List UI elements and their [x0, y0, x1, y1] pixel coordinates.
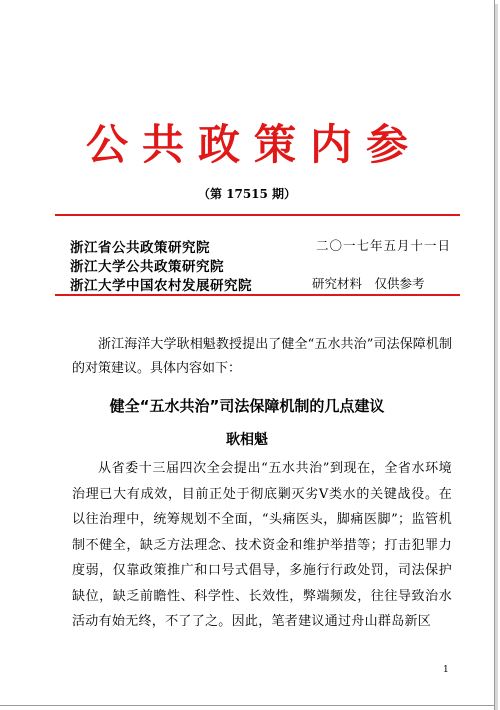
org-line-1: 浙江省公共政策研究院 — [70, 240, 210, 256]
page-number: 1 — [443, 665, 449, 675]
body-paragraph: 从省委十三届四次全会提出“五水共治”到现在，全省水环境治理已大有成效，目前正处于彻底剿灭劣Ⅴ类水的关键战役。在以往治理中，统筹规划不全面，“头痛医头，脚痛医脚”；监管机制不健全，缺乏方法理念、技术资金和维护举措等；打击犯罪力度弱，仅靠政策推广和口号式倡导，多施行行政处罚，司法保护缺位，缺乏前瞻性、科学性、长效性，弊端频发，往往导致治水活动有始无终，不了了之。因此，笔者建议通过舟山群岛新区 — [72, 461, 452, 629]
issue-number: （第 17515 期） — [197, 187, 297, 201]
org-line-3: 浙江大学中国农村发展研究院 — [70, 278, 252, 294]
article-author: 耿相魁 — [226, 432, 268, 448]
issue-date: 二〇一七年五月十一日 — [316, 238, 452, 253]
page-shadow — [495, 4, 498, 710]
page-edge-bottom — [0, 705, 495, 706]
org-line-2: 浙江大学公共政策研究院 — [70, 259, 224, 275]
red-rule-bottom — [55, 294, 460, 296]
reference-note: 研究材料 仅供参考 — [312, 276, 425, 291]
masthead-title: 公共政策内参 — [85, 120, 422, 169]
page-edge-right — [494, 0, 495, 710]
article-title: 健全“五水共治”司法保障机制的几点建议 — [109, 397, 385, 415]
intro-paragraph: 浙江海洋大学耿相魁教授提出了健全“五水共治”司法保障机制的对策建议。具体内容如下： — [72, 337, 452, 376]
red-rule-top — [55, 214, 460, 216]
